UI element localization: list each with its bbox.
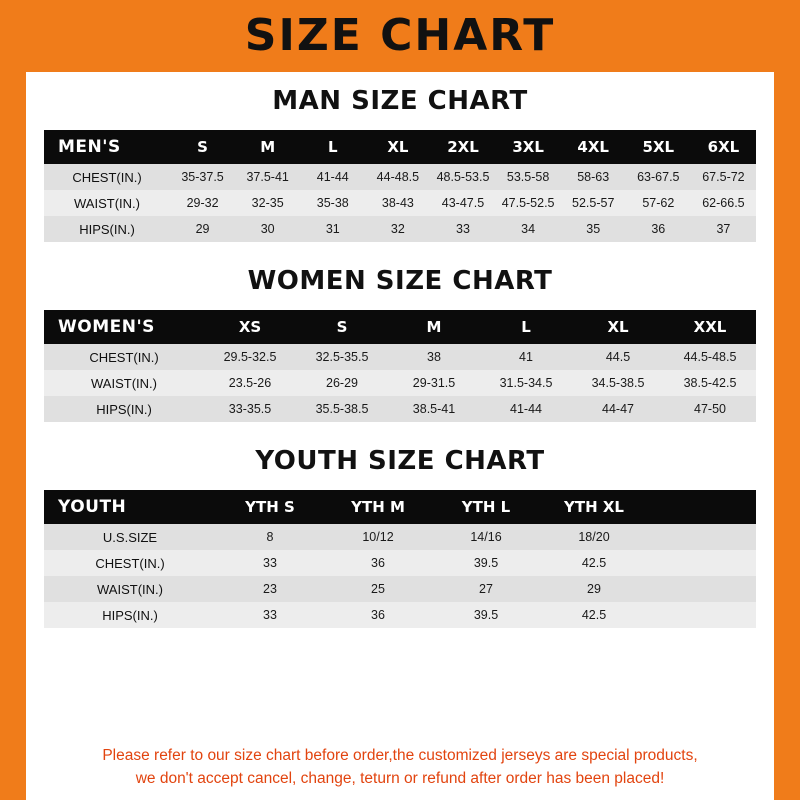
men-col-5: 3XL: [496, 130, 561, 164]
youth-r3-c1: 36: [324, 602, 432, 628]
men-r1-c2: 35-38: [300, 190, 365, 216]
table-header-row: [44, 130, 756, 164]
youth-col-3: YTH XL: [540, 490, 648, 524]
women-r1-c5: 38.5-42.5: [664, 370, 756, 396]
youth-r1-c0: 33: [216, 550, 324, 576]
men-r2-c6: 35: [561, 216, 626, 242]
footer-disclaimer: [26, 744, 774, 791]
youth-size-table: [44, 490, 756, 628]
youth-table-body: [44, 524, 756, 628]
women-row-1-label: WAIST(IN.): [44, 370, 204, 396]
women-r1-c2: 29-31.5: [388, 370, 480, 396]
men-r1-c1: 32-35: [235, 190, 300, 216]
table-row: [44, 396, 756, 422]
women-section-title: WOMEN SIZE CHART: [247, 266, 553, 296]
women-col-5: XXL: [664, 310, 756, 344]
women-table-body: [44, 344, 756, 422]
women-r1-c4: 34.5-38.5: [572, 370, 664, 396]
left-accent-bar: [0, 0, 26, 800]
footer-line-1: Please refer to our size chart before order,the customized jerseys are special products,: [102, 746, 698, 764]
men-r1-c5: 47.5-52.5: [496, 190, 561, 216]
men-r0-c0: 35-37.5: [170, 164, 235, 190]
youth-row-1-label: CHEST(IN.): [44, 550, 216, 576]
men-corner-label: MEN'S: [44, 130, 170, 164]
youth-col-spacer: [648, 490, 756, 524]
youth-r2-c2: 27: [432, 576, 540, 602]
women-r1-c1: 26-29: [296, 370, 388, 396]
table-row: [44, 602, 756, 628]
men-r0-c2: 41-44: [300, 164, 365, 190]
men-r1-c6: 52.5-57: [561, 190, 626, 216]
women-r2-c2: 38.5-41: [388, 396, 480, 422]
youth-section-title: YOUTH SIZE CHART: [255, 446, 545, 476]
youth-r0-spacer: [648, 524, 756, 550]
men-col-2: L: [300, 130, 365, 164]
women-r0-c3: 41: [480, 344, 572, 370]
footer-line-2: we don't accept cancel, change, teturn or refund after order has been placed!: [135, 769, 665, 787]
men-r1-c4: 43-47.5: [430, 190, 495, 216]
men-col-0: S: [170, 130, 235, 164]
women-col-0: XS: [204, 310, 296, 344]
header-band: [0, 0, 800, 72]
men-col-3: XL: [365, 130, 430, 164]
men-col-7: 5XL: [626, 130, 691, 164]
youth-row-3-label: HIPS(IN.): [44, 602, 216, 628]
youth-r3-c2: 39.5: [432, 602, 540, 628]
youth-col-1: YTH M: [324, 490, 432, 524]
men-r2-c5: 34: [496, 216, 561, 242]
youth-corner-label: YOUTH: [44, 490, 216, 524]
men-row-1-label: WAIST(IN.): [44, 190, 170, 216]
men-r2-c3: 32: [365, 216, 430, 242]
men-col-8: 6XL: [691, 130, 756, 164]
women-r0-c1: 32.5-35.5: [296, 344, 388, 370]
men-r1-c0: 29-32: [170, 190, 235, 216]
men-row-2-label: HIPS(IN.): [44, 216, 170, 242]
men-r2-c8: 37: [691, 216, 756, 242]
men-table-head: [44, 130, 756, 164]
youth-r0-c3: 18/20: [540, 524, 648, 550]
women-r2-c5: 47-50: [664, 396, 756, 422]
women-col-2: M: [388, 310, 480, 344]
women-col-3: L: [480, 310, 572, 344]
men-r2-c1: 30: [235, 216, 300, 242]
women-r0-c0: 29.5-32.5: [204, 344, 296, 370]
youth-table-head: [44, 490, 756, 524]
table-row: [44, 370, 756, 396]
men-r0-c1: 37.5-41: [235, 164, 300, 190]
women-size-table: [44, 310, 756, 422]
youth-r1-c1: 36: [324, 550, 432, 576]
women-row-0-label: CHEST(IN.): [44, 344, 204, 370]
table-header-row: [44, 310, 756, 344]
youth-r1-c3: 42.5: [540, 550, 648, 576]
right-accent-bar: [774, 0, 800, 800]
men-r1-c7: 57-62: [626, 190, 691, 216]
women-r0-c2: 38: [388, 344, 480, 370]
youth-r2-c0: 23: [216, 576, 324, 602]
men-r0-c5: 53.5-58: [496, 164, 561, 190]
youth-r0-c2: 14/16: [432, 524, 540, 550]
men-r2-c2: 31: [300, 216, 365, 242]
men-r0-c7: 63-67.5: [626, 164, 691, 190]
men-section-title: MAN SIZE CHART: [272, 86, 528, 116]
youth-r2-c1: 25: [324, 576, 432, 602]
youth-r1-spacer: [648, 550, 756, 576]
youth-r3-c0: 33: [216, 602, 324, 628]
youth-r1-c2: 39.5: [432, 550, 540, 576]
women-r2-c1: 35.5-38.5: [296, 396, 388, 422]
women-col-1: S: [296, 310, 388, 344]
table-row: [44, 550, 756, 576]
men-r0-c6: 58-63: [561, 164, 626, 190]
men-col-1: M: [235, 130, 300, 164]
men-size-table: [44, 130, 756, 242]
men-r2-c0: 29: [170, 216, 235, 242]
women-table-head: [44, 310, 756, 344]
women-col-4: XL: [572, 310, 664, 344]
youth-r2-c3: 29: [540, 576, 648, 602]
men-r0-c3: 44-48.5: [365, 164, 430, 190]
youth-col-0: YTH S: [216, 490, 324, 524]
youth-r0-c0: 8: [216, 524, 324, 550]
table-row: [44, 576, 756, 602]
table-row: [44, 164, 756, 190]
women-r0-c5: 44.5-48.5: [664, 344, 756, 370]
content-area: [26, 72, 774, 800]
table-row: [44, 216, 756, 242]
men-r1-c8: 62-66.5: [691, 190, 756, 216]
table-row: [44, 524, 756, 550]
youth-row-2-label: WAIST(IN.): [44, 576, 216, 602]
table-header-row: [44, 490, 756, 524]
youth-r3-c3: 42.5: [540, 602, 648, 628]
men-col-4: 2XL: [430, 130, 495, 164]
women-row-2-label: HIPS(IN.): [44, 396, 204, 422]
table-row: [44, 344, 756, 370]
women-r1-c0: 23.5-26: [204, 370, 296, 396]
men-r2-c7: 36: [626, 216, 691, 242]
men-r0-c4: 48.5-53.5: [430, 164, 495, 190]
women-r2-c4: 44-47: [572, 396, 664, 422]
page-title: SIZE CHART: [244, 10, 556, 61]
women-r0-c4: 44.5: [572, 344, 664, 370]
youth-col-2: YTH L: [432, 490, 540, 524]
youth-r3-spacer: [648, 602, 756, 628]
youth-r2-spacer: [648, 576, 756, 602]
men-table-body: [44, 164, 756, 242]
men-r0-c8: 67.5-72: [691, 164, 756, 190]
table-row: [44, 190, 756, 216]
women-r2-c0: 33-35.5: [204, 396, 296, 422]
men-r1-c3: 38-43: [365, 190, 430, 216]
women-corner-label: WOMEN'S: [44, 310, 204, 344]
women-r1-c3: 31.5-34.5: [480, 370, 572, 396]
youth-r0-c1: 10/12: [324, 524, 432, 550]
men-r2-c4: 33: [430, 216, 495, 242]
men-row-0-label: CHEST(IN.): [44, 164, 170, 190]
women-r2-c3: 41-44: [480, 396, 572, 422]
men-col-6: 4XL: [561, 130, 626, 164]
youth-row-0-label: U.S.SIZE: [44, 524, 216, 550]
